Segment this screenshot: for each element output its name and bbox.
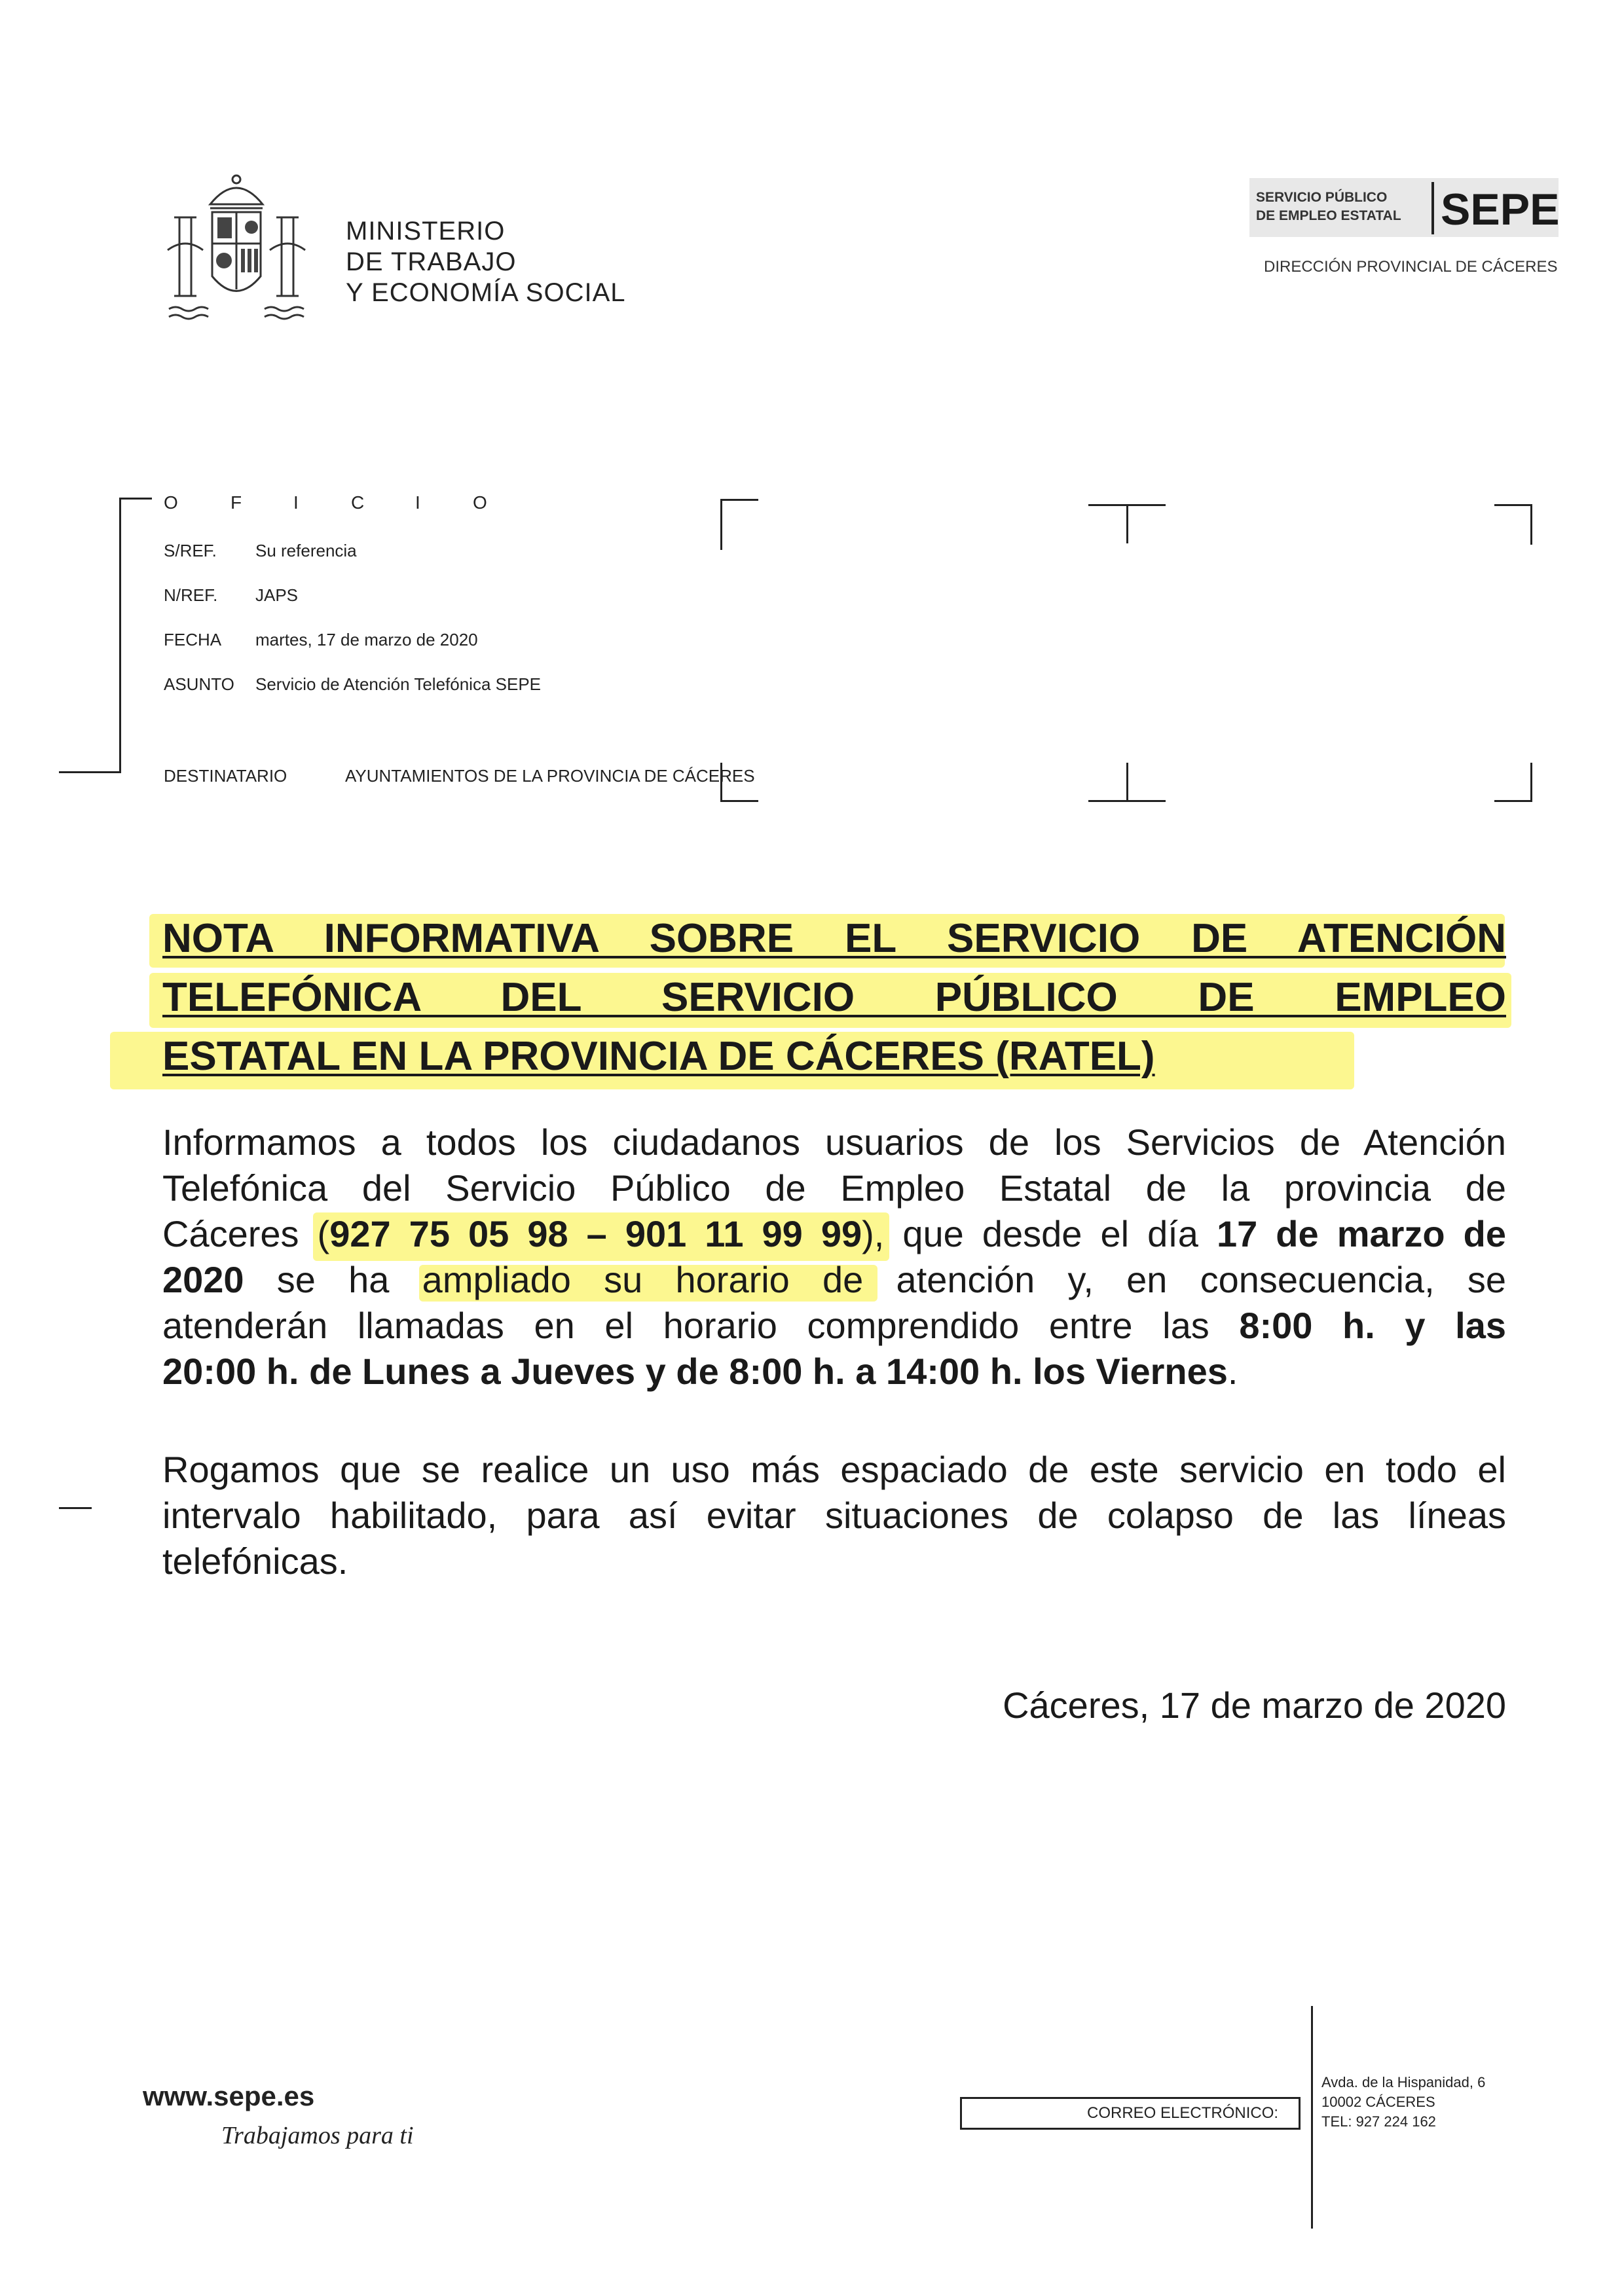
paragraph-line: telefónicas. <box>162 1540 348 1582</box>
destinatario-value: AYUNTAMIENTOS DE LA PROVINCIA DE CÁCERES <box>345 766 755 786</box>
frame-line <box>1126 504 1128 543</box>
note-title-line: NOTA INFORMATIVA SOBRE EL SERVICIO DE ATENCIÓN <box>162 916 1506 961</box>
paragraph-text: . <box>1227 1351 1238 1392</box>
frame-line <box>720 499 722 550</box>
margin-mark <box>59 1507 92 1509</box>
oficio-letter: F <box>231 492 242 513</box>
sepe-logo-divider <box>1431 182 1434 234</box>
oficio-letter: C <box>351 492 365 513</box>
fecha-label: FECHA <box>164 630 222 649</box>
ministry-line: DE TRABAJO <box>346 247 517 276</box>
destinatario-label: DESTINATARIO <box>164 766 287 786</box>
fecha-value: martes, 17 de marzo de 2020 <box>255 630 478 649</box>
phone-numbers: 927 75 05 98 – 901 11 99 99 <box>329 1213 862 1254</box>
paragraph-text: se ha ampliado su horario de atención y, en consecuencia, se <box>244 1259 1506 1300</box>
website-link[interactable]: www.sepe.es <box>143 2081 315 2111</box>
note-title-line: ESTATAL EN LA PROVINCIA DE CÁCERES (RATEL) <box>162 1034 1155 1079</box>
place-and-date: Cáceres, 17 de marzo de 2020 <box>1003 1685 1506 1726</box>
sepe-logo-wordmark: SEPE <box>1441 185 1560 234</box>
paragraph-text: atenderán llamadas en el horario comprendido entre las <box>162 1305 1240 1346</box>
frame-line <box>119 498 152 500</box>
oficio-letter: O <box>164 492 178 513</box>
note-title-line: TELEFÓNICA DEL SERVICIO PÚBLICO DE EMPLEO <box>162 975 1506 1020</box>
asunto-value: Servicio de Atención Telefónica SEPE <box>255 674 542 694</box>
paragraph-line <box>162 1350 1506 1393</box>
footer-divider <box>1311 2006 1313 2229</box>
tagline: Trabajamos para ti <box>221 2122 414 2149</box>
frame-line <box>59 771 121 773</box>
oficio-letter: I <box>293 492 299 513</box>
paragraph-text: Cáceres ( <box>162 1213 330 1254</box>
paragraph-text: ), que desde el día <box>862 1213 1217 1254</box>
ministry-name <box>346 216 626 308</box>
oficio-letter: O <box>473 492 487 513</box>
paragraph-line <box>162 1212 1506 1255</box>
provincial-directorate: DIRECCIÓN PROVINCIAL DE CÁCERES <box>1264 258 1558 276</box>
paragraph-line: Informamos a todos los ciudadanos usuarios de los Servicios de Atención <box>162 1121 1506 1163</box>
ministry-line: MINISTERIO <box>346 217 506 246</box>
frame-line <box>1494 800 1532 802</box>
opening-time: 8:00 h. y las <box>1239 1305 1506 1346</box>
email-label: CORREO ELECTRÓNICO: <box>1087 2104 1279 2122</box>
sepe-logo-text <box>1256 189 1401 225</box>
start-date: 17 de marzo de <box>1216 1213 1507 1254</box>
start-year: 2020 <box>162 1259 244 1300</box>
address-line: TEL: 927 224 162 <box>1321 2113 1436 2130</box>
asunto-label: ASUNTO <box>164 674 234 694</box>
schedule-hours: 20:00 h. de Lunes a Jueves y de 8:00 h. a 14:00 h. los Viernes <box>162 1351 1228 1392</box>
ministry-line: Y ECONOMÍA SOCIAL <box>346 278 626 307</box>
frame-line <box>1126 763 1128 801</box>
frame-line <box>720 499 758 501</box>
address-line: 10002 CÁCERES <box>1321 2094 1435 2110</box>
sref-value: Su referencia <box>255 541 357 560</box>
frame-line <box>1494 504 1532 506</box>
frame-line <box>1530 763 1532 802</box>
frame-line <box>119 498 121 773</box>
frame-line <box>1530 504 1532 545</box>
address-line: Avda. de la Hispanidad, 6 <box>1321 2074 1486 2090</box>
sref-label: S/REF. <box>164 541 217 560</box>
frame-line <box>720 800 758 802</box>
sepe-logo-line: SERVICIO PÚBLICO <box>1256 190 1388 205</box>
sepe-logo-line: DE EMPLEO ESTATAL <box>1256 208 1401 223</box>
nref-label: N/REF. <box>164 585 218 605</box>
nref-value: JAPS <box>255 585 299 605</box>
paragraph-line <box>162 1258 1506 1301</box>
paragraph-line <box>162 1304 1506 1347</box>
paragraph-line: intervalo habilitado, para así evitar situaciones de colapso de las líneas <box>162 1495 1506 1536</box>
oficio-letter: I <box>415 492 420 513</box>
paragraph-line: Telefónica del Servicio Público de Empleo Estatal de la provincia de <box>162 1167 1506 1209</box>
coat-of-arms-logo <box>155 165 318 329</box>
paragraph-line: Rogamos que se realice un uso más espaciado de este servicio en todo el <box>162 1449 1506 1490</box>
